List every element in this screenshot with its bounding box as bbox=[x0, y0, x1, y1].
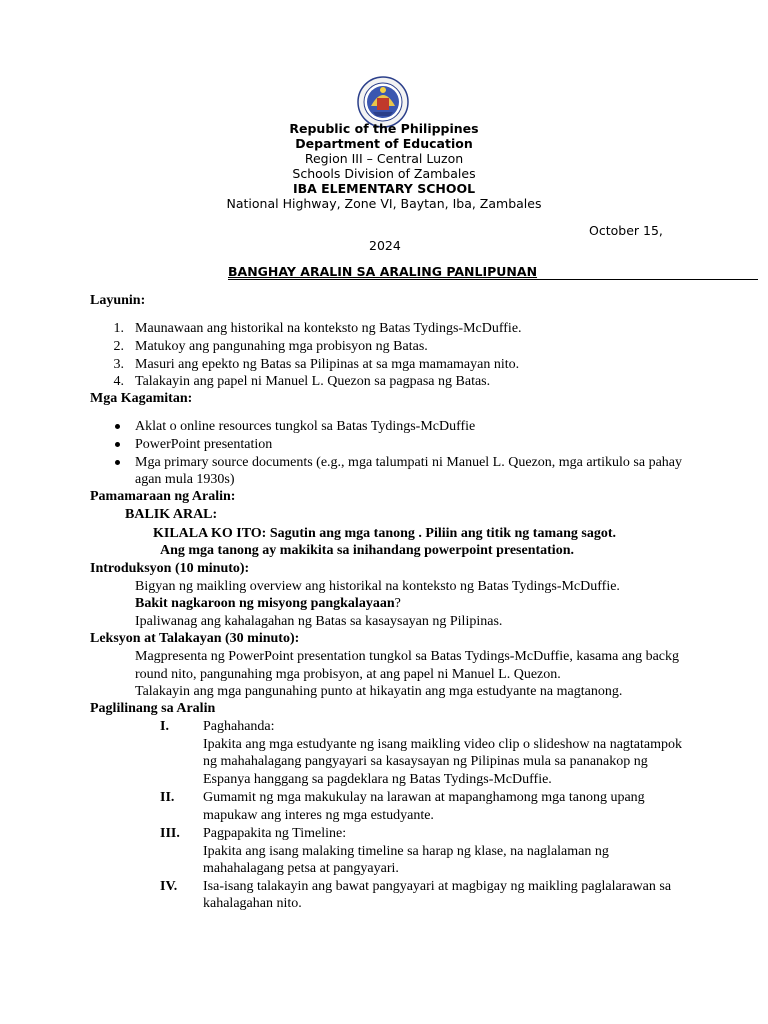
bullet-icon bbox=[115, 424, 120, 429]
kilala-instruction: KILALA KO ITO: Sagutin ang mga tanong . Piliin ang titik ng tamang sagot. bbox=[153, 526, 616, 541]
date-month-day: October 15, bbox=[589, 223, 663, 238]
paglilinang-line: Paghahanda: bbox=[203, 719, 275, 734]
leksyon-line: round nito, pangunahing mga probisyon, at ang papel ni Manuel L. Quezon. bbox=[135, 667, 561, 682]
paglilinang-line: ng mahahalagang pangyayari sa kasaysayan ng Pilipinas mula sa pananakop ng bbox=[203, 754, 648, 769]
list-number: 1. bbox=[113, 321, 124, 336]
introduksyon-question bbox=[135, 595, 401, 612]
list-number: 2. bbox=[113, 339, 124, 354]
introduksyon-line: Bigyan ng maikling overview ang historikal na konteksto ng Batas Tydings-McDuffie. bbox=[135, 579, 620, 594]
paglilinang-line: Espanya hanggang sa pagdeklara ng Batas Tydings-McDuffie. bbox=[203, 772, 552, 787]
pamamaraan-heading: Pamamaraan ng Aralin: bbox=[90, 489, 236, 504]
paglilinang-line: Gumamit ng mga makukulay na larawan at mapanghamong mga tanong upang bbox=[203, 790, 645, 805]
introduksyon-heading: Introduksyon (10 minuto): bbox=[90, 561, 250, 576]
roman-numeral: III. bbox=[160, 826, 180, 841]
list-item: Talakayin ang papel ni Manuel L. Quezon sa pagpasa ng Batas. bbox=[135, 374, 491, 389]
roman-numeral: I. bbox=[160, 719, 169, 734]
header-address: National Highway, Zone VI, Baytan, Iba, Zambales bbox=[226, 196, 542, 211]
header-republic: Republic of the Philippines bbox=[289, 121, 479, 136]
roman-numeral: IV. bbox=[160, 879, 178, 894]
list-item: Mga primary source documents (e.g., mga talumpati ni Manuel L. Quezon, mga artikulo sa pahay bbox=[135, 455, 683, 470]
document-title-text: BANGHAY ARALIN SA ARALING PANLIPUNAN bbox=[228, 264, 538, 279]
leksyon-heading: Leksyon at Talakayan (30 minuto): bbox=[90, 631, 300, 646]
list-item-continuation: agan mula 1930s) bbox=[135, 472, 235, 487]
kagamitan-heading: Mga Kagamitan: bbox=[90, 391, 193, 406]
question-text: Bakit nagkaroon ng misyong pangkalayaan bbox=[135, 596, 395, 611]
header-division: Schools Division of Zambales bbox=[292, 166, 476, 181]
paglilinang-line: Ipakita ang mga estudyante ng isang maikling video clip o slideshow na nagtatampok bbox=[203, 737, 683, 752]
paglilinang-line: mahahalagang petsa at pangyayari. bbox=[203, 861, 399, 876]
header-region: Region III – Central Luzon bbox=[304, 151, 464, 166]
introduksyon-line: Ipaliwanag ang kahalagahan ng Batas sa kasaysayan ng Pilipinas. bbox=[135, 614, 503, 629]
balik-aral-heading: BALIK ARAL: bbox=[125, 507, 218, 522]
paglilinang-line: Isa-isang talakayin ang bawat pangyayari at magbigay ng maikling paglalarawan sa bbox=[203, 879, 672, 894]
bullet-icon bbox=[115, 442, 120, 447]
question-mark: ? bbox=[394, 596, 401, 611]
paglilinang-heading: Paglilinang sa Aralin bbox=[90, 701, 216, 716]
list-item: Masuri ang epekto ng Batas sa Pilipinas at sa mga mamamayan nito. bbox=[135, 357, 520, 372]
document-title bbox=[228, 265, 758, 280]
leksyon-line: Magpresenta ng PowerPoint presentation tungkol sa Batas Tydings-McDuffie, kasama ang backg bbox=[135, 649, 679, 664]
list-number: 4. bbox=[113, 374, 124, 389]
list-item: PowerPoint presentation bbox=[135, 437, 273, 452]
paglilinang-line: Ipakita ang isang malaking timeline sa harap ng klase, na naglalaman ng bbox=[203, 844, 609, 859]
list-number: 3. bbox=[113, 357, 124, 372]
header-school: IBA ELEMENTARY SCHOOL bbox=[292, 181, 476, 196]
leksyon-line: Talakayin ang mga pangunahing punto at hikayatin ang mga estudyante na magtanong. bbox=[135, 684, 623, 699]
bullet-icon bbox=[115, 460, 120, 465]
paglilinang-line: mapukaw ang interes ng mga estudyante. bbox=[203, 808, 434, 823]
kilala-note: Ang mga tanong ay makikita sa inihandang powerpoint presentation. bbox=[160, 543, 574, 558]
list-item: Aklat o online resources tungkol sa Batas Tydings-McDuffie bbox=[135, 419, 476, 434]
paglilinang-line: kahalagahan nito. bbox=[203, 896, 302, 911]
list-item: Maunawaan ang historikal na konteksto ng Batas Tydings-McDuffie. bbox=[135, 321, 522, 336]
list-item: Matukoy ang pangunahing mga probisyon ng Batas. bbox=[135, 339, 428, 354]
roman-numeral: II. bbox=[160, 790, 175, 805]
date-year: 2024 bbox=[369, 238, 401, 253]
layunin-heading: Layunin: bbox=[90, 293, 146, 308]
header-department: Department of Education bbox=[295, 136, 473, 151]
paglilinang-line: Pagpapakita ng Timeline: bbox=[203, 826, 347, 841]
